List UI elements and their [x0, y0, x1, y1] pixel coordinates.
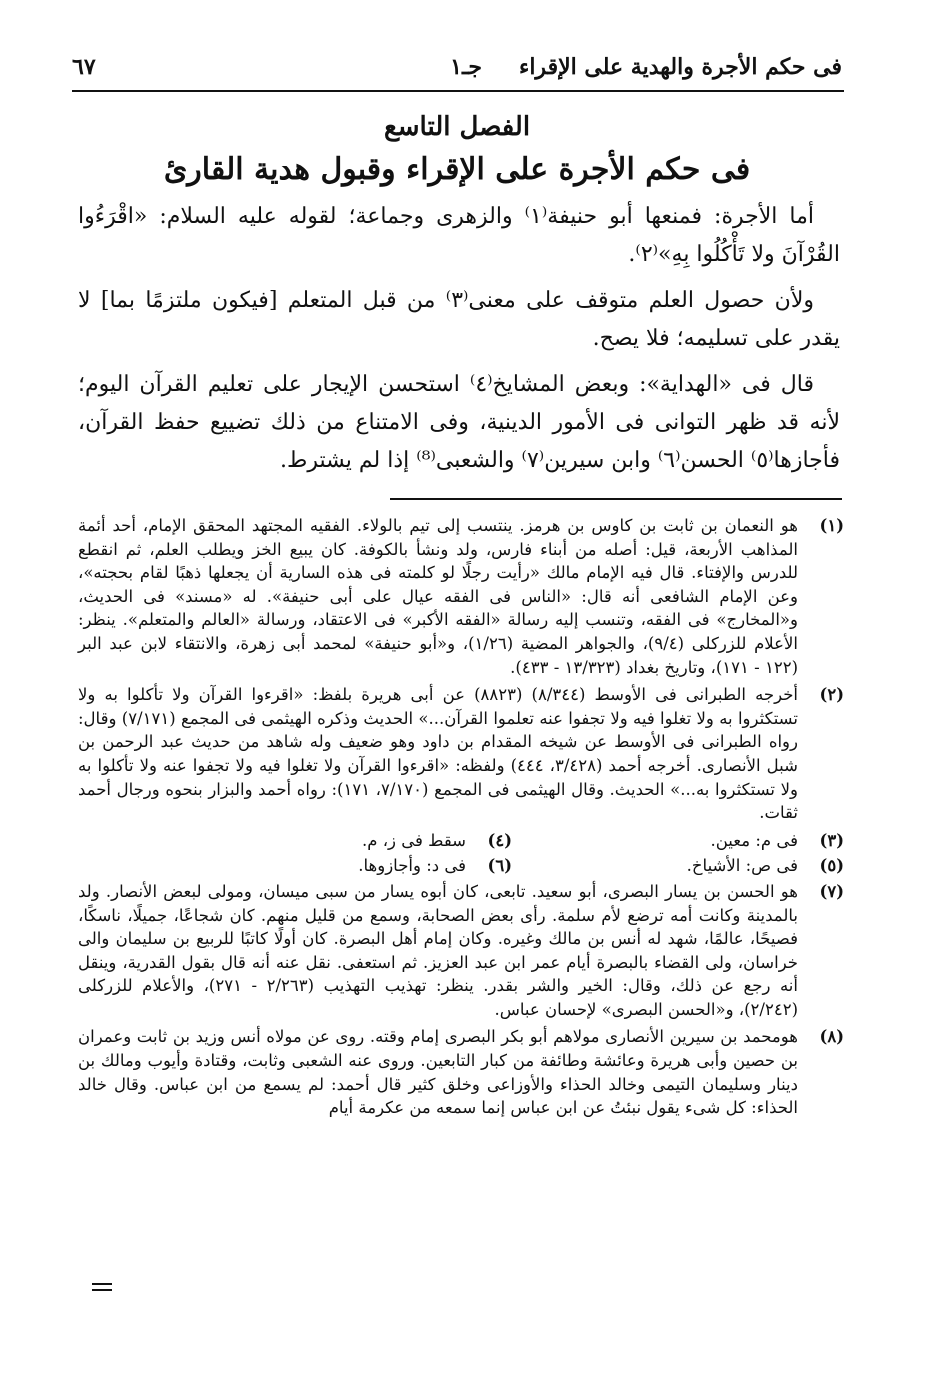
- main-text: [78, 198, 840, 488]
- footnote-text: فى ص: الأشياخ.: [686, 856, 798, 876]
- footnote: [518, 854, 850, 878]
- footnote-number: (٦): [487, 856, 512, 876]
- footnotes: [78, 514, 850, 1124]
- page-header: [72, 50, 842, 90]
- footnote-text: فى د: وأجازوها.: [358, 856, 466, 876]
- footnote-text: هومحمد بن سيرين الأنصارى مولاهم أبو بكر البصرى إمام وقته. روى عن مولاه أنس وزيد بن ثابت وعمران بن حصين وأبى هريرة وعائشة وطائفة من كبار التابعين. وروى عنه الشعبى وثابت، وقتادة وأيوب ومالك بن دينار وسليمان التيمى وخالد الحذاء والأوزاعى وخلق كثير قال أحمد: لم يسمع من ابن عباس. وقال خالد الحذاء: كل شىء يقول نبئتُ عن ابن عباس إنما سمعه من عكرمة أيام: [78, 1027, 798, 1118]
- footnote-number: (٣): [819, 830, 844, 850]
- page-number: ٦٧: [72, 54, 96, 80]
- footnote: [78, 880, 850, 1022]
- chapter-title: فى حكم الأجرة على الإقراء وقبول هدية القارئ: [163, 152, 751, 187]
- footnote-rule: [390, 498, 842, 500]
- footnote-text: سقط فى ز، م.: [362, 830, 466, 850]
- footnote-number: (١): [819, 516, 844, 535]
- volume-label: جـ١: [450, 54, 482, 80]
- footnote: [186, 854, 518, 878]
- paragraph: ولأن حصول العلم متوقف على معنى⁽٣⁾ من قبل المتعلم [فيكون ملتزمًا بما] لا يقدر على تسليمه؛ فلا يصح.: [78, 288, 840, 351]
- footnote-row: [78, 829, 850, 853]
- footnote-number: (٧): [819, 881, 844, 901]
- running-title: فى حكم الأجرة والهدية على الإقراء: [518, 54, 842, 80]
- footnote-text: فى م: معين.: [710, 830, 798, 850]
- footnote-text: هو الحسن بن يسار البصرى، أبو سعيد. تابعى، كان أبوه يسار من سبى ميسان، ومولى لبعض الأنصار. ولد بالمدينة وكانت أمه ترضع لأم سلمة. رأى بعض الصحابة، وسمع من قليل منهم. كان شجاعًا، جميلًا، ناسكًا، فصيحًا، عالمًا، شهد له أنس بن مالك وغيره. وكان إمام أهل البصرة. كان أولًا كاتبًا للربيع بن سليمان والى خراسان، ولى القضاء بالبصرة أيام عمر ابن عبد العزيز. ثم استعفى. نقل عنه أنه قال بقول القدرية، وينقل أنه رجع عن ذلك، وقال: الخير والشر بقدر. ينظر: تهذيب التهذيب (٢/٢٦٣ - ٢٧١)، والأعلام للزركلى (٢/٢٤٢)، و«الحسن البصرى» لإحسان عباس.: [78, 881, 798, 1019]
- footnote-text: هو النعمان بن ثابت بن كاوس بن هرمز. ينتسب إلى تيم بالولاء. الفقيه المجتهد المحقق الإمام، أحد أئمة المذاهب الأربعة، قيل: أصله من أبناء فارس، ولد ونشأ بالكوفة. كان يبيع الخز ويطلب العلم، ثم انقطع للدرس والإفتاء. قال فيه الإمام مالك «رأيت رجلًا لو كلمته فى هذه السارية أن يجعلها ذهبًا لقام بحجته»، وعن الإمام الشافعى أنه قال: «الناس فى الفقه عيال على أبى حنيفة». له «مسند» فى الحديث، و«المخارج» فى الفقه، وتنسب إليه رسالة «الفقه الأكبر» فى الاعتقاد، ورسالة «العالم والمتعلم». ينظر: الأعلام للزركلى (٩/٤)، والجواهر المضية (١/٢٦)، و«أبو حنيفة» لمحمد أبى زهرة، والانتقاء لابن عبد البر (١٢٢ - ١٧١)، وتاريخ بغداد (١٣/٣٢٣ - ٤٣٣).: [78, 516, 798, 677]
- footnote-row: [78, 854, 850, 878]
- footnote-number: (٤): [487, 830, 512, 850]
- footnote-text: أخرجه الطبرانى فى الأوسط (٨/٣٤٤) (٨٨٢٣) عن أبى هريرة بلفظ: «اقرءوا القرآن ولا تأكلوا به ولا تستكثروا به ولا تغلوا فيه ولا تجفوا عنه تعلموا القرآن...» الحديث وذكره الهيثمى فى المجمع (٧/١٧١) وقال: رواه الطبرانى فى الأوسط عن شيخه المقدام بن داود وهو ضعيف وله شاهد من حديث عبد الرحمن بن شبل الأنصارى. أخرجه أحمد (٣/٤٢٨، ٤٤٤) ولفظه: «اقرءوا القرآن ولا تغلوا فيه ولا تجفوا عنه ولا تأكلوا به ولا تستكثروا به...» الحديث. وقال الهيثمى فى المجمع (٧/١٧٠، ١٧١): رواه أحمد والبزار بنحوه ورجال أحمد ثقات.: [78, 685, 799, 823]
- header-rule: [72, 90, 844, 92]
- footnote-number: (٥): [819, 856, 844, 876]
- chapter-label: الفصل التاسع: [383, 112, 531, 142]
- footnote: [518, 829, 850, 853]
- footnote: [78, 514, 850, 679]
- paragraph: قال فى «الهداية»: وبعض المشايخ⁽٤⁾ استحسن الإيجار على تعليم القرآن اليوم؛ لأنه قد ظهر التوانى فى الأمور الدينية، وفى الامتناع من ذلك تضييع حفظ القرآن، فأجازها⁽٥⁾ الحسن⁽٦⁾ وابن سيرين⁽٧⁾ والشعبى⁽⁸⁾ إذا لم يشترط.: [78, 372, 840, 473]
- footnote: [186, 829, 518, 853]
- footnote: [78, 1025, 850, 1119]
- footnote: [78, 683, 850, 825]
- paragraph: أما الأجرة: فمنعها أبو حنيفة⁽١⁾ والزهرى وجماعة؛ لقوله عليه السلام: «اقْرَءُوا القُرْآنَ ولا تَأْكُلُوا بِهِ»⁽٢⁾.: [78, 204, 840, 267]
- footnote-number: (٢): [819, 685, 844, 705]
- continuation-mark: [92, 1283, 112, 1295]
- footnote-number: (٨): [819, 1027, 844, 1047]
